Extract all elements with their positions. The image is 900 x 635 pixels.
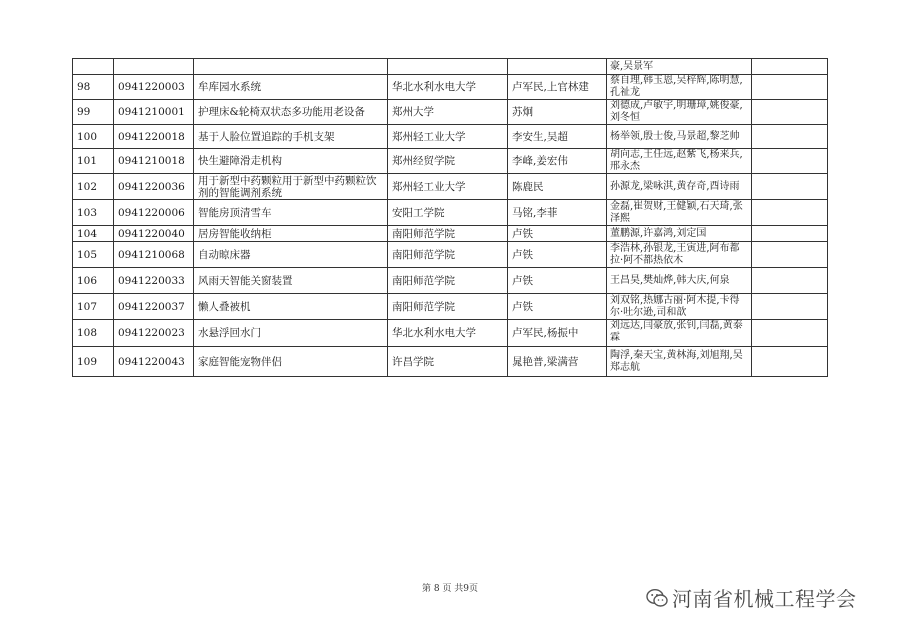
advisor-cell: 卢铁 bbox=[508, 226, 607, 242]
school-cell: 南阳师范学院 bbox=[388, 294, 508, 320]
project-id-cell: 0941220033 bbox=[114, 268, 194, 294]
school-cell: 郑州经贸学院 bbox=[388, 149, 508, 174]
cell-blank bbox=[752, 100, 828, 125]
cell-blank bbox=[114, 59, 194, 75]
member-cell: 金磊,崔贺财,王健颖,石天琦,张泽熙 bbox=[607, 200, 752, 226]
school-cell: 华北水利水电大学 bbox=[388, 75, 508, 100]
table-row bbox=[73, 347, 828, 377]
member-cell: 陶浮,秦天宝,黄林海,刘旭翔,吴郑志航 bbox=[607, 347, 752, 377]
project-id-cell: 0941220037 bbox=[114, 294, 194, 320]
member-cell: 豪,吴景军 bbox=[607, 59, 752, 75]
row-number-cell: 99 bbox=[73, 100, 114, 125]
school-cell: 许昌学院 bbox=[388, 347, 508, 377]
advisor-cell: 李峰,姜宏伟 bbox=[508, 149, 607, 174]
project-id-cell: 0941220006 bbox=[114, 200, 194, 226]
cell-blank bbox=[508, 59, 607, 75]
cell-blank bbox=[388, 59, 508, 75]
member-cell: 刘双铭,热娜古丽·阿木提,卡得尔·吐尔逊,司和歆 bbox=[607, 294, 752, 320]
project-title-cell: 用于新型中药颗粒用于新型中药颗粒饮剂的智能调剂系统 bbox=[194, 174, 388, 200]
school-cell: 郑州轻工业大学 bbox=[388, 125, 508, 149]
project-title-cell: 家庭智能宠物伴侣 bbox=[194, 347, 388, 377]
page-number: 第 8 页 共9页 bbox=[421, 584, 479, 594]
project-id-cell: 0941220040 bbox=[114, 226, 194, 242]
advisor-cell: 马铭,李菲 bbox=[508, 200, 607, 226]
row-number-cell: 104 bbox=[73, 226, 114, 242]
member-cell: 杨举领,殷士俊,马景超,黎芝帅 bbox=[607, 125, 752, 149]
project-id-cell: 0941220023 bbox=[114, 320, 194, 347]
advisor-cell: 李安生,吴超 bbox=[508, 125, 607, 149]
cell-blank bbox=[752, 125, 828, 149]
school-cell: 郑州轻工业大学 bbox=[388, 174, 508, 200]
advisor-cell: 苏炯 bbox=[508, 100, 607, 125]
project-id-cell: 0941210068 bbox=[114, 242, 194, 268]
cell-blank bbox=[73, 59, 114, 75]
member-cell: 蔡自理,韩玉恩,吴梓辉,陈明慧,孔祉龙 bbox=[607, 75, 752, 100]
row-number-cell: 109 bbox=[73, 347, 114, 377]
member-cell: 刘德成,卢敏宇,明珊璋,姚俊豪,刘冬恒 bbox=[607, 100, 752, 125]
cell-blank bbox=[752, 226, 828, 242]
row-number-cell: 103 bbox=[73, 200, 114, 226]
project-title-cell: 牟库园水系统 bbox=[194, 75, 388, 100]
cell-blank bbox=[752, 347, 828, 377]
wechat-icon bbox=[646, 588, 668, 608]
school-cell: 华北水利水电大学 bbox=[388, 320, 508, 347]
advisor-cell: 卢铁 bbox=[508, 294, 607, 320]
member-cell: 李浩林,孙银龙,王寅进,阿布都拉·阿不都热依木 bbox=[607, 242, 752, 268]
project-id-cell: 0941210001 bbox=[114, 100, 194, 125]
member-cell: 王昌昊,樊灿烨,韩大庆,何泉 bbox=[607, 268, 752, 294]
table-row bbox=[73, 226, 828, 242]
project-id-cell: 0941220043 bbox=[114, 347, 194, 377]
table-row bbox=[73, 294, 828, 320]
cell-blank bbox=[752, 242, 828, 268]
project-title-cell: 居房智能收纳柜 bbox=[194, 226, 388, 242]
row-number-cell: 100 bbox=[73, 125, 114, 149]
cell-blank bbox=[752, 149, 828, 174]
row-number-cell: 106 bbox=[73, 268, 114, 294]
project-title-cell: 快生避障滑走机构 bbox=[194, 149, 388, 174]
school-cell: 郑州大学 bbox=[388, 100, 508, 125]
table-row bbox=[73, 75, 828, 100]
school-cell: 南阳师范学院 bbox=[388, 226, 508, 242]
row-number-cell: 102 bbox=[73, 174, 114, 200]
cell-blank bbox=[752, 75, 828, 100]
school-cell: 南阳师范学院 bbox=[388, 242, 508, 268]
project-title-cell: 水悬浮回水门 bbox=[194, 320, 388, 347]
cell-blank bbox=[752, 200, 828, 226]
row-number-cell: 101 bbox=[73, 149, 114, 174]
school-cell: 南阳师范学院 bbox=[388, 268, 508, 294]
advisor-cell: 晁艳普,梁满营 bbox=[508, 347, 607, 377]
table-row bbox=[73, 174, 828, 200]
row-number-cell: 98 bbox=[73, 75, 114, 100]
table-row bbox=[73, 100, 828, 125]
project-title-cell: 基于人脸位置追踪的手机支架 bbox=[194, 125, 388, 149]
table-row bbox=[73, 149, 828, 174]
table-row bbox=[73, 242, 828, 268]
member-cell: 董鹏源,许嘉鸿,刘定国 bbox=[607, 226, 752, 242]
advisor-cell: 卢铁 bbox=[508, 268, 607, 294]
advisor-cell: 卢铁 bbox=[508, 242, 607, 268]
table-row bbox=[73, 125, 828, 149]
row-number-cell: 108 bbox=[73, 320, 114, 347]
project-id-cell: 0941220036 bbox=[114, 174, 194, 200]
cell-blank bbox=[194, 59, 388, 75]
school-cell: 安阳工学院 bbox=[388, 200, 508, 226]
project-title-cell: 懒人叠被机 bbox=[194, 294, 388, 320]
member-cell: 孙源龙,梁咏淇,黄存奇,酉诗雨 bbox=[607, 174, 752, 200]
member-cell: 胡向志,王任远,赵紫飞,杨来兵,邢永杰 bbox=[607, 149, 752, 174]
cell-blank bbox=[752, 294, 828, 320]
watermark bbox=[646, 583, 857, 612]
cell-blank bbox=[752, 320, 828, 347]
member-cell: 刘远达,闫豪放,张钊,闫磊,黄泰霖 bbox=[607, 320, 752, 347]
project-title-cell: 自动晾床器 bbox=[194, 242, 388, 268]
cell-blank bbox=[752, 174, 828, 200]
cell-blank bbox=[752, 59, 828, 75]
project-table bbox=[72, 58, 828, 377]
advisor-cell: 卢军民,上官林建 bbox=[508, 75, 607, 100]
advisor-cell: 陈鹿民 bbox=[508, 174, 607, 200]
project-id-cell: 0941220018 bbox=[114, 125, 194, 149]
watermark-text: 河南省机械工程学会 bbox=[672, 587, 857, 611]
table-row bbox=[73, 59, 828, 75]
table-row bbox=[73, 320, 828, 347]
project-title-cell: 护理床&轮椅双状态多功能用老设备 bbox=[194, 100, 388, 125]
project-title-cell: 风雨天智能关窗装置 bbox=[194, 268, 388, 294]
project-id-cell: 0941210018 bbox=[114, 149, 194, 174]
advisor-cell: 卢军民,杨振中 bbox=[508, 320, 607, 347]
project-id-cell: 0941220003 bbox=[114, 75, 194, 100]
project-title-cell: 智能房顶清雪车 bbox=[194, 200, 388, 226]
row-number-cell: 105 bbox=[73, 242, 114, 268]
table-row bbox=[73, 268, 828, 294]
table-row bbox=[73, 200, 828, 226]
cell-blank bbox=[752, 268, 828, 294]
row-number-cell: 107 bbox=[73, 294, 114, 320]
